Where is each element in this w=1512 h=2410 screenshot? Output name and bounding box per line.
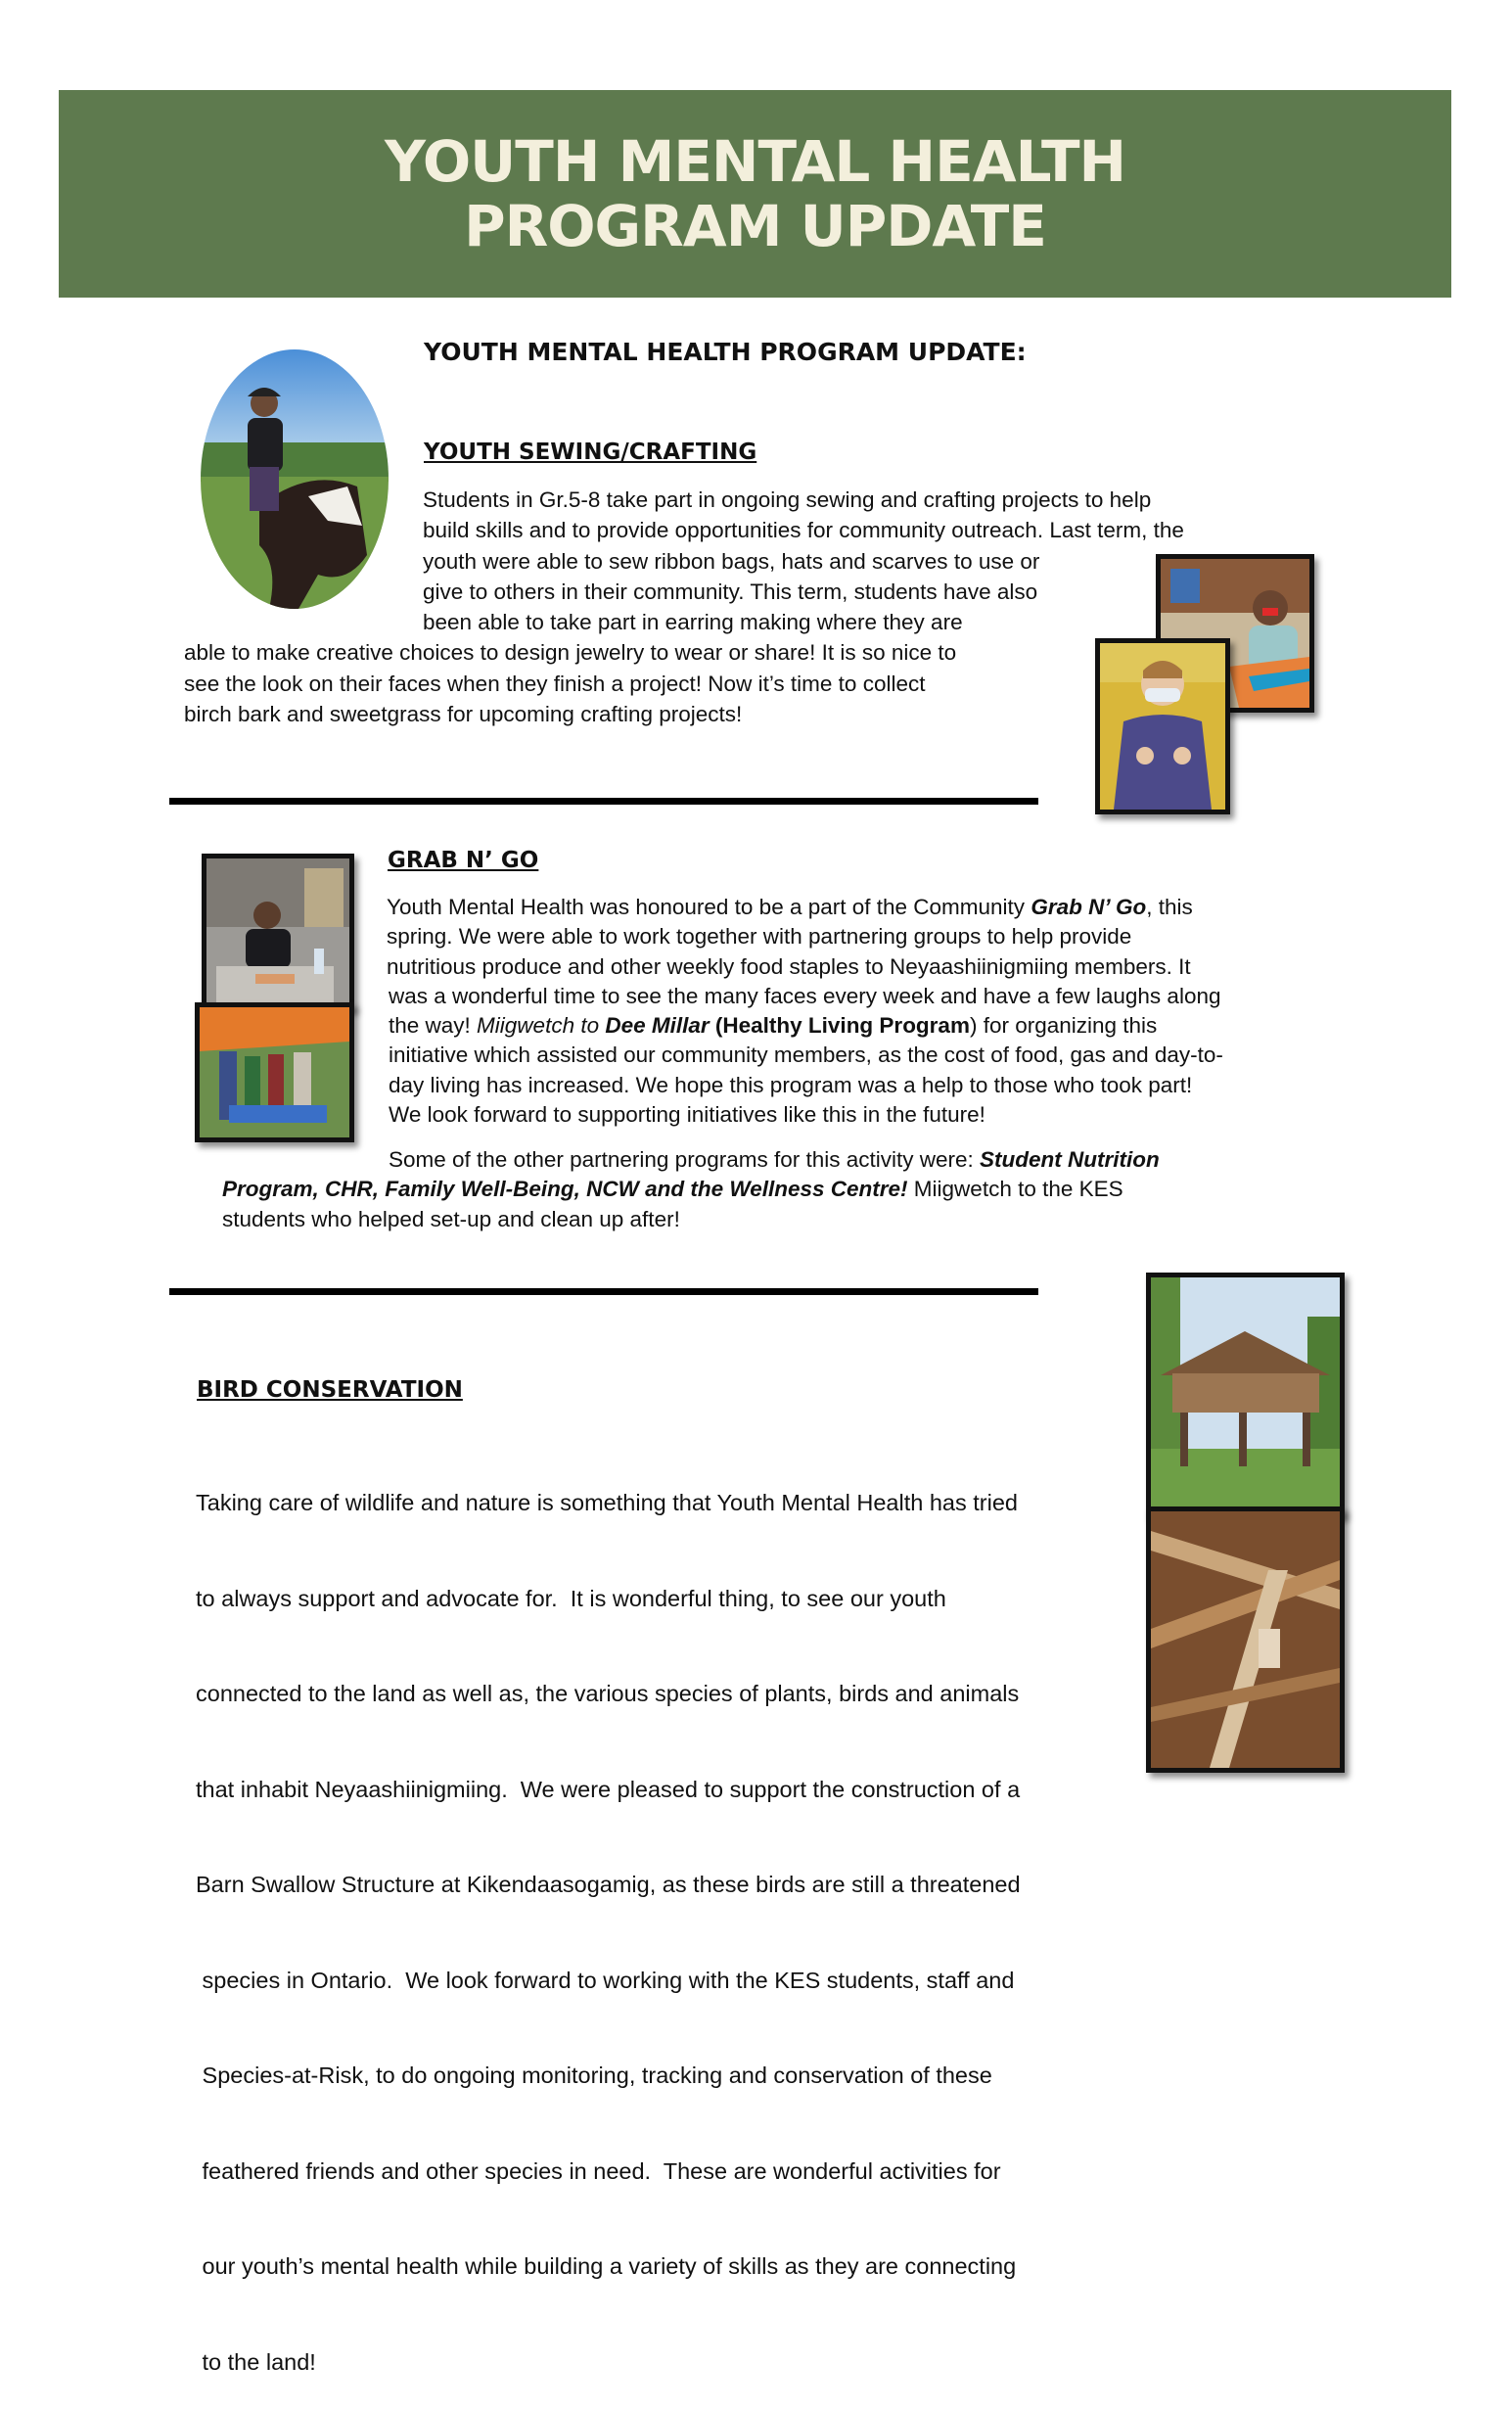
section-divider xyxy=(169,1288,1038,1295)
grab-n-go-partners-paragraph xyxy=(222,1145,1160,1234)
sewing-line: able to make creative choices to design jewelry to wear or share! It is so nice to xyxy=(184,640,957,666)
grab-line: initiative which assisted our community members, as the cost of food, gas and day-to- xyxy=(389,1043,1223,1068)
bird-conservation-paragraph xyxy=(196,1423,1021,2410)
sewing-paragraph xyxy=(184,485,1184,729)
bird-line: Barn Swallow Structure at Kikendaasogamig, as these birds are still a threatened xyxy=(196,1872,1021,1897)
grab-text: , this xyxy=(1146,895,1193,919)
roof-beams-photo xyxy=(1146,1506,1345,1773)
grab-text: the way! xyxy=(389,1013,478,1039)
grab-text: Some of the other partnering programs for this activity were: xyxy=(389,1147,981,1172)
bird-line: that inhabit Neyaashiinigmiing. We were pleased to support the construction of a xyxy=(196,1776,1021,1802)
bird-line: Taking care of wildlife and nature is something that Youth Mental Health has tried xyxy=(196,1490,1018,1515)
bird-line: our youth’s mental health while building a variety of skills as they are connecting xyxy=(196,2253,1017,2279)
grab-line: students who helped set-up and clean up after! xyxy=(222,1206,680,1231)
bird-line: connected to the land as well as, the various species of plants, birds and animals xyxy=(196,1681,1020,1706)
bird-line: feathered friends and other species in need. These are wonderful activities for xyxy=(196,2157,1001,2184)
bird-conservation-heading: BIRD CONSERVATION xyxy=(197,1377,463,1403)
grab-text: Miigwetch to the KES xyxy=(907,1177,1123,1202)
grab-text: Youth Mental Health was honoured to be a part of the Community xyxy=(387,895,1031,919)
banner-title-line-1: YOUTH MENTAL HEALTH xyxy=(384,128,1126,195)
sewing-line: been able to take part in earring making where they are xyxy=(423,610,963,635)
earring-making-photo xyxy=(1095,638,1230,814)
sewing-line: Students in Gr.5-8 take part in ongoing sewing and crafting projects to help xyxy=(423,487,1152,512)
grab-n-go-emphasis: Grab N’ Go xyxy=(1031,895,1147,919)
bird-line: to always support and advocate for. It is wonderful thing, to see our youth xyxy=(196,1585,946,1611)
bird-line: Species-at-Risk, to do ongoing monitoring, tracking and conservation of these xyxy=(196,2062,992,2088)
page-subtitle: YOUTH MENTAL HEALTH PROGRAM UPDATE: xyxy=(424,338,1027,366)
dee-millar-name: Dee Millar xyxy=(605,1013,710,1039)
grab-line: nutritious produce and other weekly food staples to Neyaashiinigmiing members. It xyxy=(387,953,1191,979)
grab-line: spring. We were able to work together with partnering groups to help provide xyxy=(387,924,1132,950)
banner-title-line-2: PROGRAM UPDATE xyxy=(464,193,1046,259)
sewing-line: birch bark and sweetgrass for upcoming crafting projects! xyxy=(184,702,743,727)
bird-line: to the land! xyxy=(196,2348,316,2375)
volunteer-table-photo xyxy=(202,854,354,1010)
partner-programs-emphasis: Program, CHR, Family Well-Being, NCW and the Wellness Centre! xyxy=(222,1177,908,1202)
sewing-line: build skills and to provide opportunities for community outreach. Last term, the xyxy=(423,518,1184,543)
grab-text: ) for organizing this xyxy=(969,1013,1158,1039)
grab-line: We look forward to supporting initiatives like this in the future! xyxy=(389,1102,985,1128)
title-banner xyxy=(59,90,1451,298)
barn-swallow-structure-photo xyxy=(1146,1273,1345,1517)
partner-programs-emphasis: Student Nutrition xyxy=(980,1147,1160,1172)
grab-miigwetch: Miigwetch to xyxy=(477,1013,606,1039)
bird-line: species in Ontario. We look forward to working with the KES students, staff and xyxy=(196,1967,1015,1993)
grab-n-go-paragraph xyxy=(387,893,1223,1130)
sewing-line: give to others in their community. This term, students have also xyxy=(423,579,1038,604)
section-divider xyxy=(169,798,1038,805)
healthy-living-program: (Healthy Living Program xyxy=(709,1013,970,1039)
grab-line: was a wonderful time to see the many faces every week and have a few laughs along xyxy=(389,983,1221,1008)
grab-n-go-heading: GRAB N’ GO xyxy=(388,848,539,873)
horse-rider-photo xyxy=(201,349,389,609)
food-distribution-photo xyxy=(195,1002,354,1142)
grab-line: day living has increased. We hope this program was a help to those who took part! xyxy=(389,1072,1193,1097)
sewing-heading: YOUTH SEWING/CRAFTING xyxy=(424,440,757,465)
sewing-line: see the look on their faces when they finish a project! Now it’s time to collect xyxy=(184,671,926,696)
sewing-line: youth were able to sew ribbon bags, hats and scarves to use or xyxy=(423,548,1040,574)
